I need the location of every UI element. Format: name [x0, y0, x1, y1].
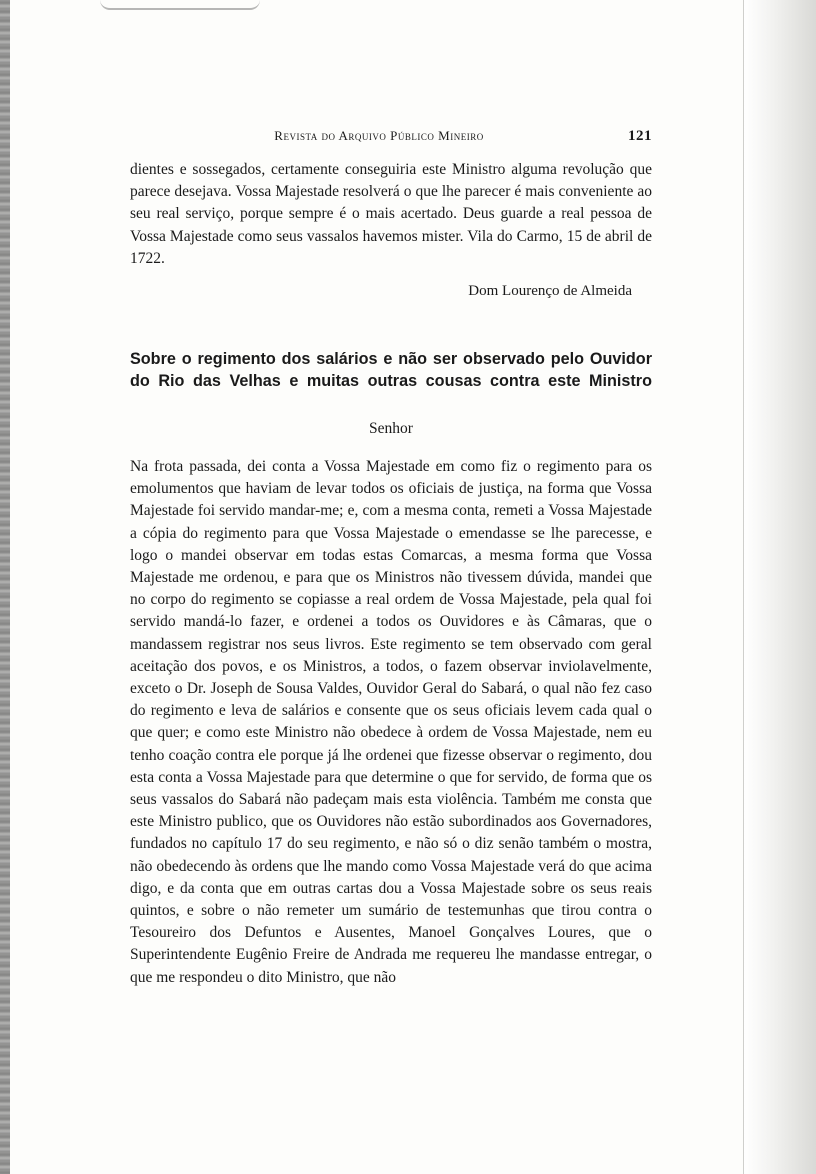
book-spine-edge	[0, 0, 10, 1174]
letter2-salutation: Senhor	[369, 420, 413, 438]
running-head	[130, 128, 652, 145]
running-title: Revista do Arquivo Público Mineiro	[274, 128, 484, 143]
letter2-title-line2: do Rio das Velhas e muitas outras cousas contra este Ministro	[130, 372, 652, 391]
page-number: 121	[628, 128, 652, 144]
page-top-mark	[100, 0, 260, 10]
letter1-signature: Dom Lourenço de Almeida	[468, 283, 632, 300]
letter2-title	[130, 348, 652, 392]
letter2-body: Na frota passada, dei conta a Vossa Majestade em como fiz o regimento para os emolumentos que haviam de levar todos os oficiais de justiça, na forma que Vossa Majestade foi servido mandar-me; e, com a mesma conta, remeti a Vossa Majestade a cópia do regimento para que Vossa Majestade o emendasse se lhe parecesse, e logo o mandei observar em todas estas Comarcas, a mesma forma que Vossa Majestade me ordenou, e para que os Ministros não tivessem dúvida, mandei que no corpo do regimento se copiasse a real ordem de Vossa Majestade, pela qual foi servido mandá-lo fazer, e ordenei a todos os Ouvidores e às Câmaras, que o mandassem registrar nos seus livros. Este regimento se tem observado com geral aceitação dos povos, e os Ministros, a todos, o fazem observar inviolavelmente, exceto o Dr. Joseph de Sousa Valdes, Ouvidor Geral do Sabará, o qual não fez caso do regimento e leva de salários e consente que os seus oficiais levem cada qual o que quer; e como este Ministro não obedece à ordem de Vossa Majestade, nem eu tenho coação contra ele porque já lhe ordenei que fizesse observar o regimento, dou esta conta a Vossa Majestade para que determine o que for servido, de forma que os seus vassalos do Sabará não padeçam mais esta violência. Também me consta que este Ministro publico, que os Ouvidores não estão subordinados aos Governadores, fundados no capítulo 17 do seu regimento, e não só o diz senão também o mostra, não obedecendo às ordens que lhe mando como Vossa Majestade verá do que acima digo, e da conta que em outras cartas dou a Vossa Majestade sobre os seus reais quintos, e sobre o não remeter um sumário de testemunhas que tirou contra o Tesoureiro dos Defuntos e Ausentes, Manoel Gonçalves Loures, que o Superintendente Eugênio Freire de Andrada me requereu lhe mandasse entregar, o que me respondeu o dito Ministro, que não	[130, 458, 652, 986]
letter2-title-line1: Sobre o regimento dos salários e não ser observado pelo Ouvidor	[130, 350, 652, 369]
page-right-margin	[743, 0, 816, 1174]
letter1-paragraph: dientes e sossegados, certamente conseguiria este Ministro alguma revolução que parece desejava. Vossa Majestade resolverá o que lhe parecer é mais conveniente ao seu real serviço, porque sempre é o mais acertado. Deus guarde a real pessoa de Vossa Majestade como seus vassalos havemos mister. Vila do Carmo, 15 de abril de 1722.	[130, 161, 652, 267]
text-area	[130, 128, 652, 989]
